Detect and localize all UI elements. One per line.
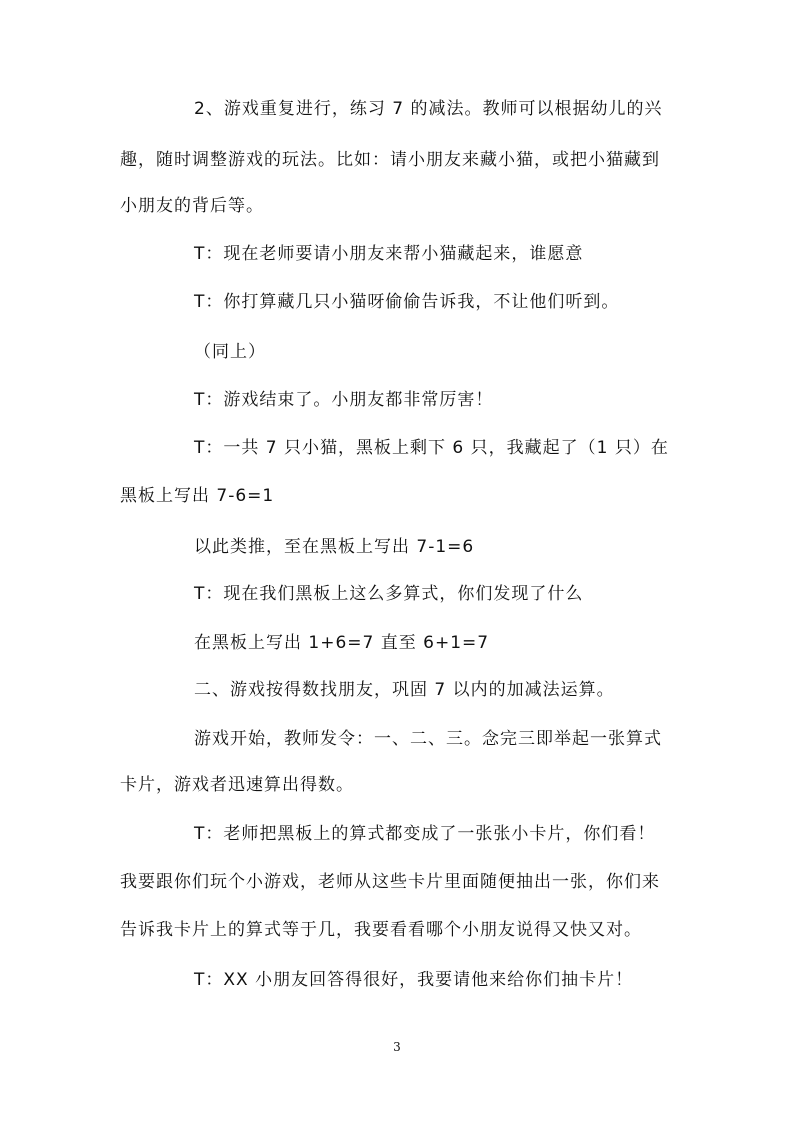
text-line: 在黑板上写出 1+6=7 直至 6+1=7 <box>194 633 490 653</box>
text-line: T：现在我们黑板上这么多算式，你们发现了什么 <box>194 584 584 604</box>
page-number: 3 <box>393 1040 401 1054</box>
text-line: 2、游戏重复进行，练习 7 的减法。教师可以根据幼儿的兴 <box>194 99 663 119</box>
text-line: 卡片，游戏者迅速算出得数。 <box>120 775 354 795</box>
text-line: 我要跟你们玩个小游戏，老师从这些卡片里面随便抽出一张，你们来 <box>120 872 660 892</box>
text-line: T：游戏结束了。小朋友都非常厉害！ <box>194 390 494 410</box>
text-line: （同上） <box>194 342 266 362</box>
text-line: 黑板上写出 7-6=1 <box>120 486 275 506</box>
text-line: T：XX 小朋友回答得很好，我要请他来给你们抽卡片！ <box>194 970 634 990</box>
text-line: T：你打算藏几只小猫呀偷偷告诉我，不让他们听到。 <box>194 292 620 312</box>
text-line: 游戏开始，教师发令：一、二、三。念完三即举起一张算式 <box>194 729 662 749</box>
text-line: 告诉我卡片上的算式等于几，我要看看哪个小朋友说得又快又对。 <box>120 920 642 940</box>
text-line: 小朋友的背后等。 <box>120 196 264 216</box>
text-line: 二、游戏按得数找朋友，巩固 7 以内的加减法运算。 <box>194 680 615 700</box>
text-line: 以此类推，至在黑板上写出 7-1=6 <box>194 537 475 557</box>
text-line: T：一共 7 只小猫，黑板上剩下 6 只，我藏起了（1 只）在 <box>194 438 669 458</box>
text-line: T：老师把黑板上的算式都变成了一张张小卡片，你们看！ <box>194 824 656 844</box>
text-line: 趣，随时调整游戏的玩法。比如：请小朋友来藏小猫，或把小猫藏到 <box>120 150 660 170</box>
text-line: T：现在老师要请小朋友来帮小猫藏起来，谁愿意 <box>194 244 584 264</box>
